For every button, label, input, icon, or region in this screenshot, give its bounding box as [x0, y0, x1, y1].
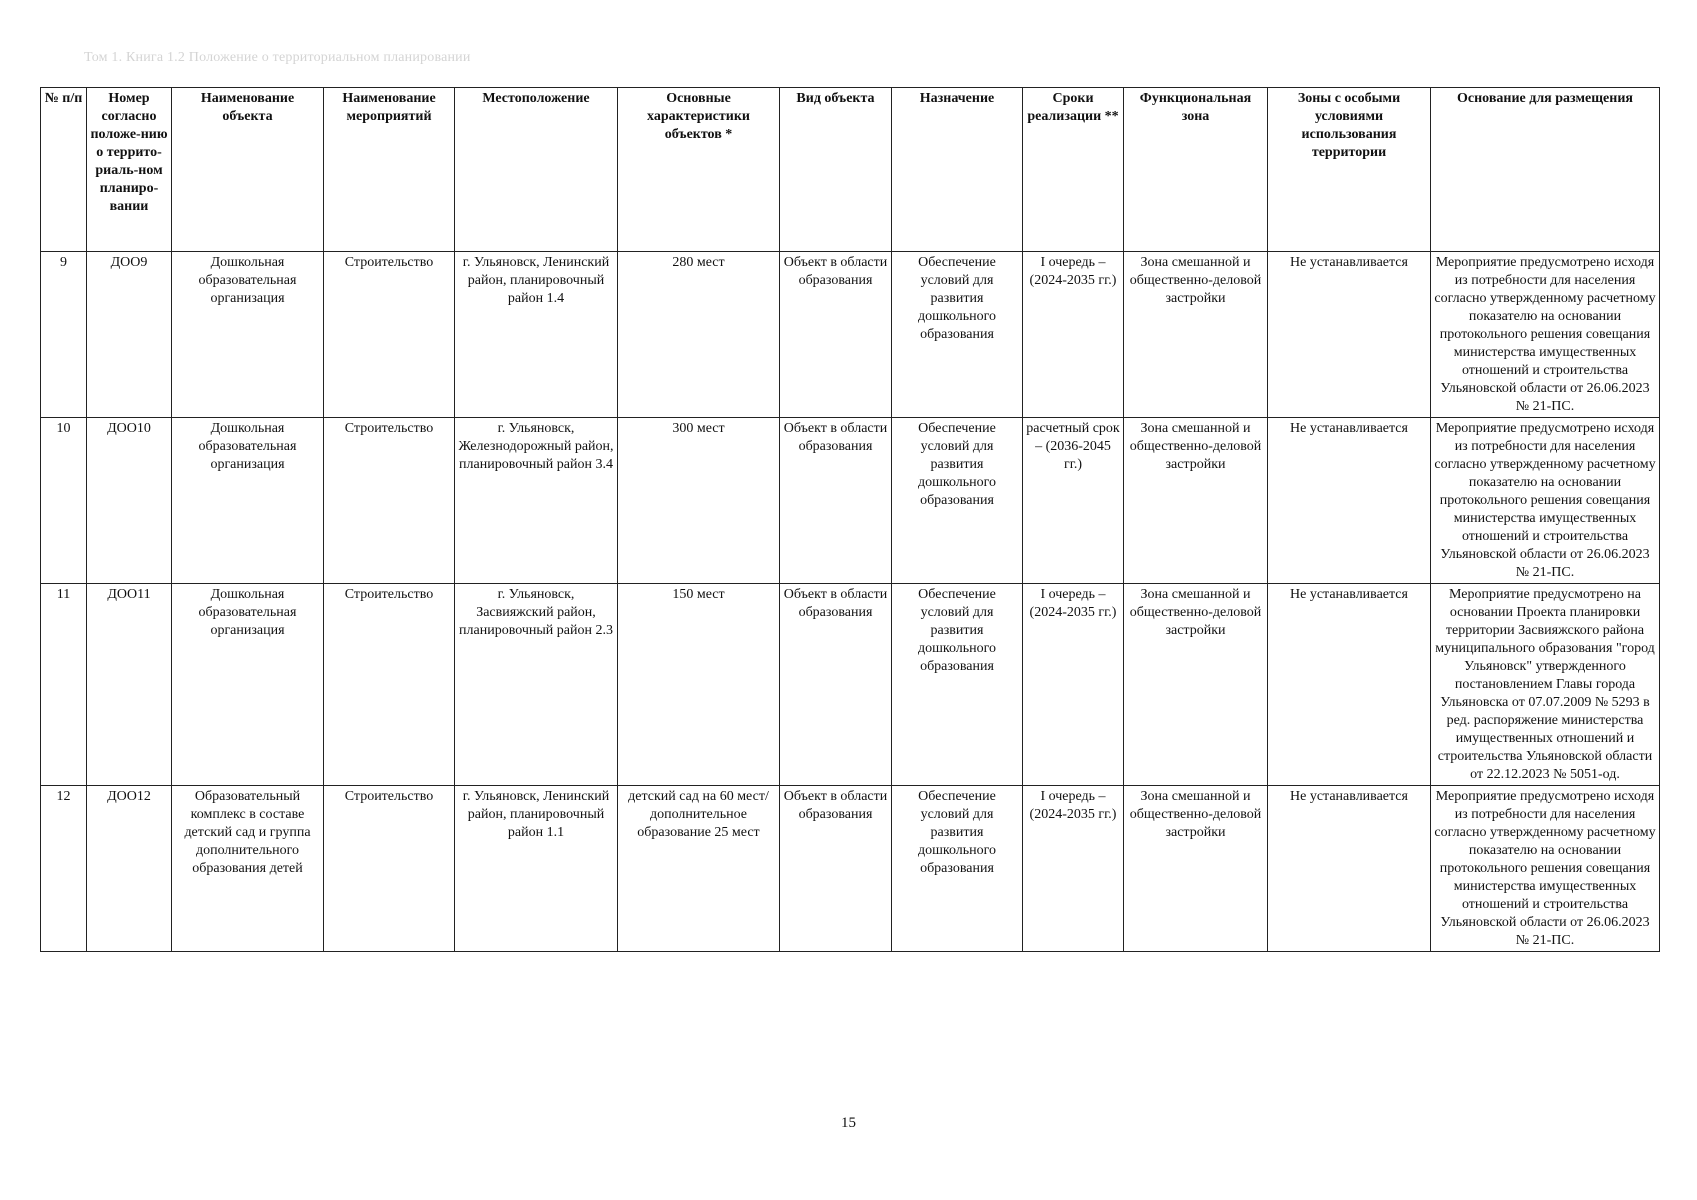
cell-characteristics: 150 мест	[618, 584, 780, 786]
cell-basis: Мероприятие предусмотрено исходя из потребности для населения согласно утвержденному расчетному показателю на основании протокольного решения совещания министерства имущественных отношений и строительства Ульяновской области от 26.06.2023 № 21-ПС.	[1431, 252, 1660, 418]
cell-location: г. Ульяновск, Засвияжский район, планировочный район 2.3	[455, 584, 618, 786]
cell-name: Дошкольная образовательная организация	[172, 252, 324, 418]
col-header-code: Номер согласно положе-нию о террито-риаль-ном планиро-вании	[87, 88, 172, 252]
col-header-terms: Сроки реализации **	[1023, 88, 1124, 252]
cell-purpose: Обеспечение условий для развития дошкольного образования	[892, 252, 1023, 418]
cell-basis: Мероприятие предусмотрено на основании Проекта планировки территории Засвияжского района муниципального образования "город Ульяновск" утвержденного постановлением Главы города Ульяновска от 07.07.2009 № 5293 в ред. распоряжение министерства имущественных отношений и строительства Ульяновской области от 22.12.2023 № 5051-од.	[1431, 584, 1660, 786]
col-header-func-zone: Функциональная зона	[1124, 88, 1268, 252]
cell-purpose: Обеспечение условий для развития дошкольного образования	[892, 786, 1023, 952]
cell-special-zones: Не устанавливается	[1268, 252, 1431, 418]
table-row	[41, 584, 1660, 786]
cell-measure: Строительство	[324, 418, 455, 584]
running-header: Том 1. Книга 1.2 Положение о территориальном планировании	[84, 50, 471, 65]
col-header-object-type: Вид объекта	[780, 88, 892, 252]
col-header-characteristics: Основные характеристики объектов *	[618, 88, 780, 252]
cell-special-zones: Не устанавливается	[1268, 418, 1431, 584]
objects-table	[40, 87, 1660, 952]
cell-purpose: Обеспечение условий для развития дошкольного образования	[892, 584, 1023, 786]
cell-measure: Строительство	[324, 786, 455, 952]
cell-object-type: Объект в области образования	[780, 584, 892, 786]
table-row	[41, 252, 1660, 418]
table-header-row	[41, 88, 1660, 252]
cell-measure: Строительство	[324, 252, 455, 418]
col-header-basis: Основание для размещения	[1431, 88, 1660, 252]
col-header-purpose: Назначение	[892, 88, 1023, 252]
col-header-name: Наименование объекта	[172, 88, 324, 252]
cell-name: Образовательный комплекс в составе детский сад и группа дополнительного образования детей	[172, 786, 324, 952]
cell-purpose: Обеспечение условий для развития дошкольного образования	[892, 418, 1023, 584]
cell-characteristics: детский сад на 60 мест/дополнительное образование 25 мест	[618, 786, 780, 952]
cell-location: г. Ульяновск, Ленинский район, планировочный район 1.1	[455, 786, 618, 952]
cell-terms: I очередь – (2024-2035 гг.)	[1023, 584, 1124, 786]
cell-name: Дошкольная образовательная организация	[172, 418, 324, 584]
cell-number: 12	[41, 786, 87, 952]
cell-func-zone: Зона смешанной и общественно-деловой застройки	[1124, 418, 1268, 584]
cell-func-zone: Зона смешанной и общественно-деловой застройки	[1124, 786, 1268, 952]
cell-location: г. Ульяновск, Ленинский район, планировочный район 1.4	[455, 252, 618, 418]
cell-func-zone: Зона смешанной и общественно-деловой застройки	[1124, 584, 1268, 786]
cell-characteristics: 300 мест	[618, 418, 780, 584]
cell-characteristics: 280 мест	[618, 252, 780, 418]
cell-special-zones: Не устанавливается	[1268, 584, 1431, 786]
col-header-measure: Наименование мероприятий	[324, 88, 455, 252]
cell-terms: I очередь – (2024-2035 гг.)	[1023, 252, 1124, 418]
cell-object-type: Объект в области образования	[780, 252, 892, 418]
cell-basis: Мероприятие предусмотрено исходя из потребности для населения согласно утвержденному расчетному показателю на основании протокольного решения совещания министерства имущественных отношений и строительства Ульяновской области от 26.06.2023 № 21-ПС.	[1431, 786, 1660, 952]
cell-terms: расчетный срок – (2036-2045 гг.)	[1023, 418, 1124, 584]
cell-number: 10	[41, 418, 87, 584]
cell-object-type: Объект в области образования	[780, 786, 892, 952]
page-number: 15	[841, 1115, 856, 1131]
col-header-special-zones: Зоны с особыми условиями использования территории	[1268, 88, 1431, 252]
cell-number: 11	[41, 584, 87, 786]
col-header-number: № п/п	[41, 88, 87, 252]
col-header-location: Местоположение	[455, 88, 618, 252]
cell-number: 9	[41, 252, 87, 418]
cell-code: ДОО12	[87, 786, 172, 952]
cell-terms: I очередь – (2024-2035 гг.)	[1023, 786, 1124, 952]
cell-func-zone: Зона смешанной и общественно-деловой застройки	[1124, 252, 1268, 418]
cell-measure: Строительство	[324, 584, 455, 786]
cell-name: Дошкольная образовательная организация	[172, 584, 324, 786]
table-row	[41, 418, 1660, 584]
cell-object-type: Объект в области образования	[780, 418, 892, 584]
table-row	[41, 786, 1660, 952]
cell-code: ДОО9	[87, 252, 172, 418]
cell-code: ДОО10	[87, 418, 172, 584]
cell-basis: Мероприятие предусмотрено исходя из потребности для населения согласно утвержденному расчетному показателю на основании протокольного решения совещания министерства имущественных отношений и строительства Ульяновской области от 26.06.2023 № 21-ПС.	[1431, 418, 1660, 584]
cell-location: г. Ульяновск, Железнодорожный район, планировочный район 3.4	[455, 418, 618, 584]
cell-code: ДОО11	[87, 584, 172, 786]
cell-special-zones: Не устанавливается	[1268, 786, 1431, 952]
